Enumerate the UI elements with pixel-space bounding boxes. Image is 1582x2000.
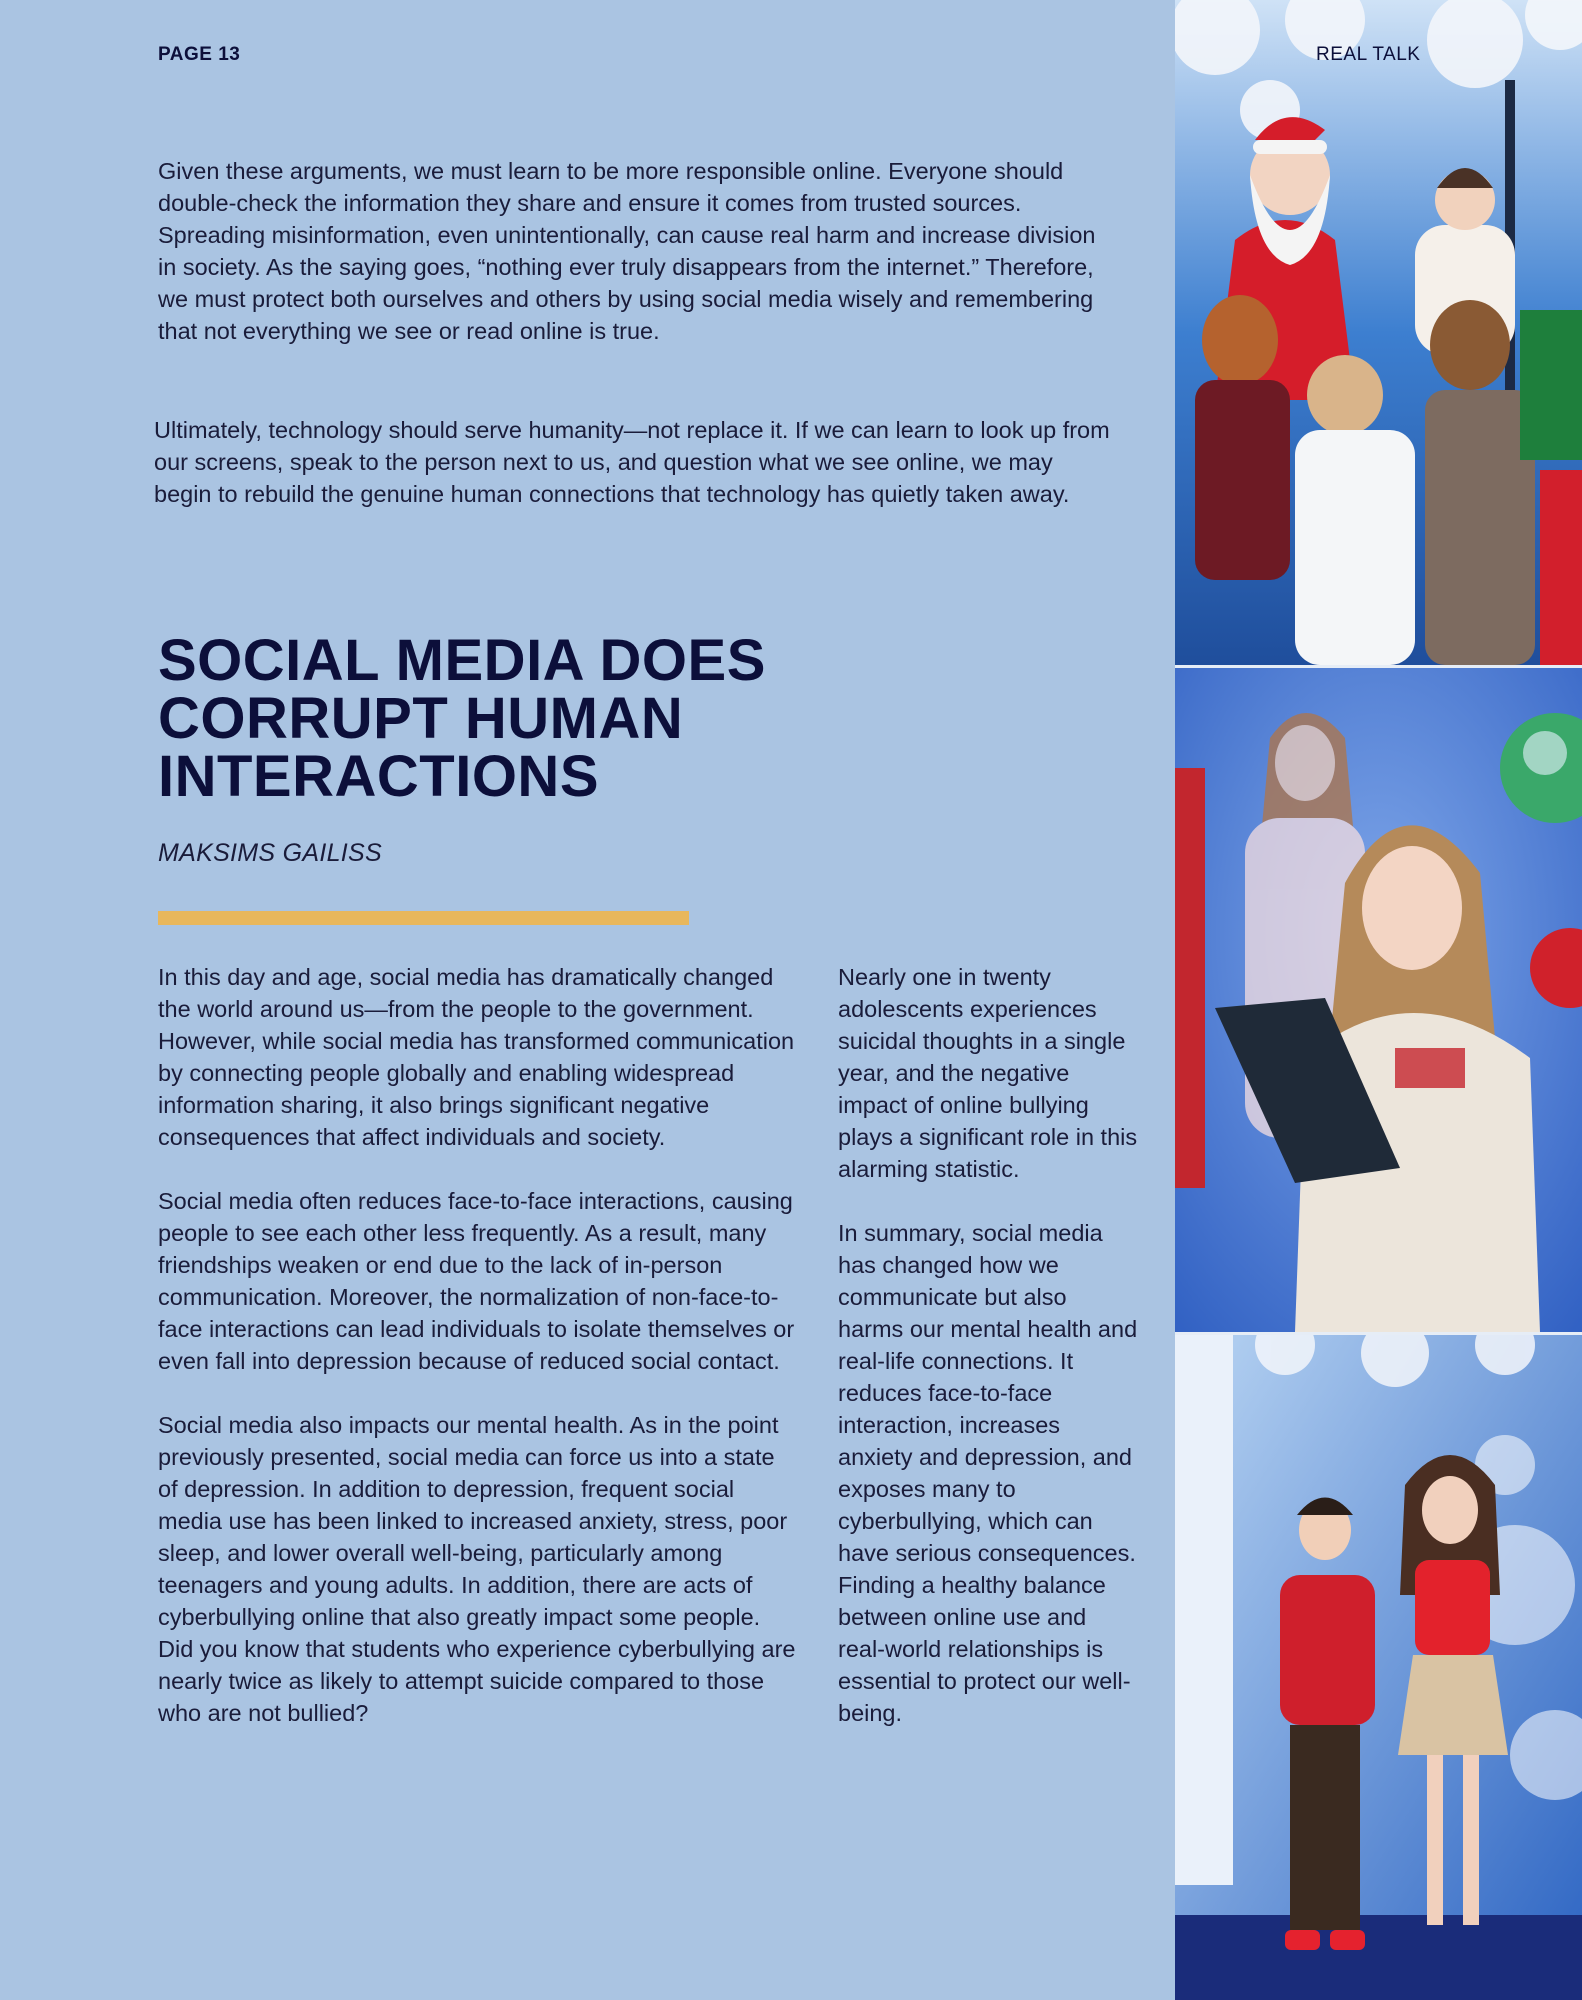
accent-divider [158,911,689,925]
article-title: SOCIAL MEDIA DOES CORRUPT HUMAN INTERACTIONS [158,628,766,809]
body-paragraph: In summary, social media has changed how we communicate but also harms our mental health and real-life connections. It reduces face-to-face interaction, increases anxiety and depression, and exposes many to cyberbullying, which can have serious consequences. Finding a healthy balance between online use and real-world relationships is essential to protect our well-being. [838,1220,1138,1726]
article-right-column [838,961,1138,1761]
page-number: PAGE 13 [158,44,241,65]
running-head: REAL TALK [1316,44,1421,65]
intro-paragraph-2: Ultimately, technology should serve humanity—not replace it. If we can learn to look up from our screens, speak to the person next to us, and question what we see online, we may begin to rebuild the genuine human connections that technology has quietly taken away. [154,417,1110,507]
article-left-column [158,961,798,1761]
article-author: MAKSIMS GAILISS [158,839,383,867]
photo-santa-with-children [1175,0,1582,665]
intro-paragraph-1: Given these arguments, we must learn to be more responsible online. Everyone should double-check the information they share and ensure it comes from trusted sources. Spreading misinformation, even unintentionally, can cause real harm and increase division in society. As the saying goes, “nothing ever truly disappears from the internet.” Therefore, we must protect both ourselves and others by using social media wisely and remembering that not everything we see or read online is true. [158,158,1096,344]
body-paragraph: Social media also impacts our mental health. As in the point previously presented, social media can force us into a state of depression. In addition to depression, frequent social media use has been linked to increased anxiety, stress, poor sleep, and lower overall well-being, particularly among teenagers and young adults. In addition, there are acts of cyberbullying online that also greatly impact some people. Did you know that students who experience cyberbullying are nearly twice as likely to attempt suicide compared to those who are not bullied? [158,1412,796,1726]
photo-children-on-stage [1175,1335,1582,2000]
body-paragraph: Nearly one in twenty adolescents experiences suicidal thoughts in a single year, and the negative impact of online bullying plays a significant role in this alarming statistic. [838,964,1138,1182]
body-paragraph: Social media often reduces face-to-face interactions, causing people to see each other less frequently. As a result, many friendships weaken or end due to the lack of in-person communication. Moreover, the normalization of non-face-to-face interactions can lead individuals to isolate themselves or even fall into depression because of reduced social contact. [158,1188,795,1374]
body-paragraph: In this day and age, social media has dramatically changed the world around us—from the people to the government. However, while social media has transformed communication by connecting people globally and enabling widespread information sharing, it also brings significant negative consequences that affect individuals and society. [158,964,795,1150]
photo-girl-with-clipboard [1175,668,1582,1332]
